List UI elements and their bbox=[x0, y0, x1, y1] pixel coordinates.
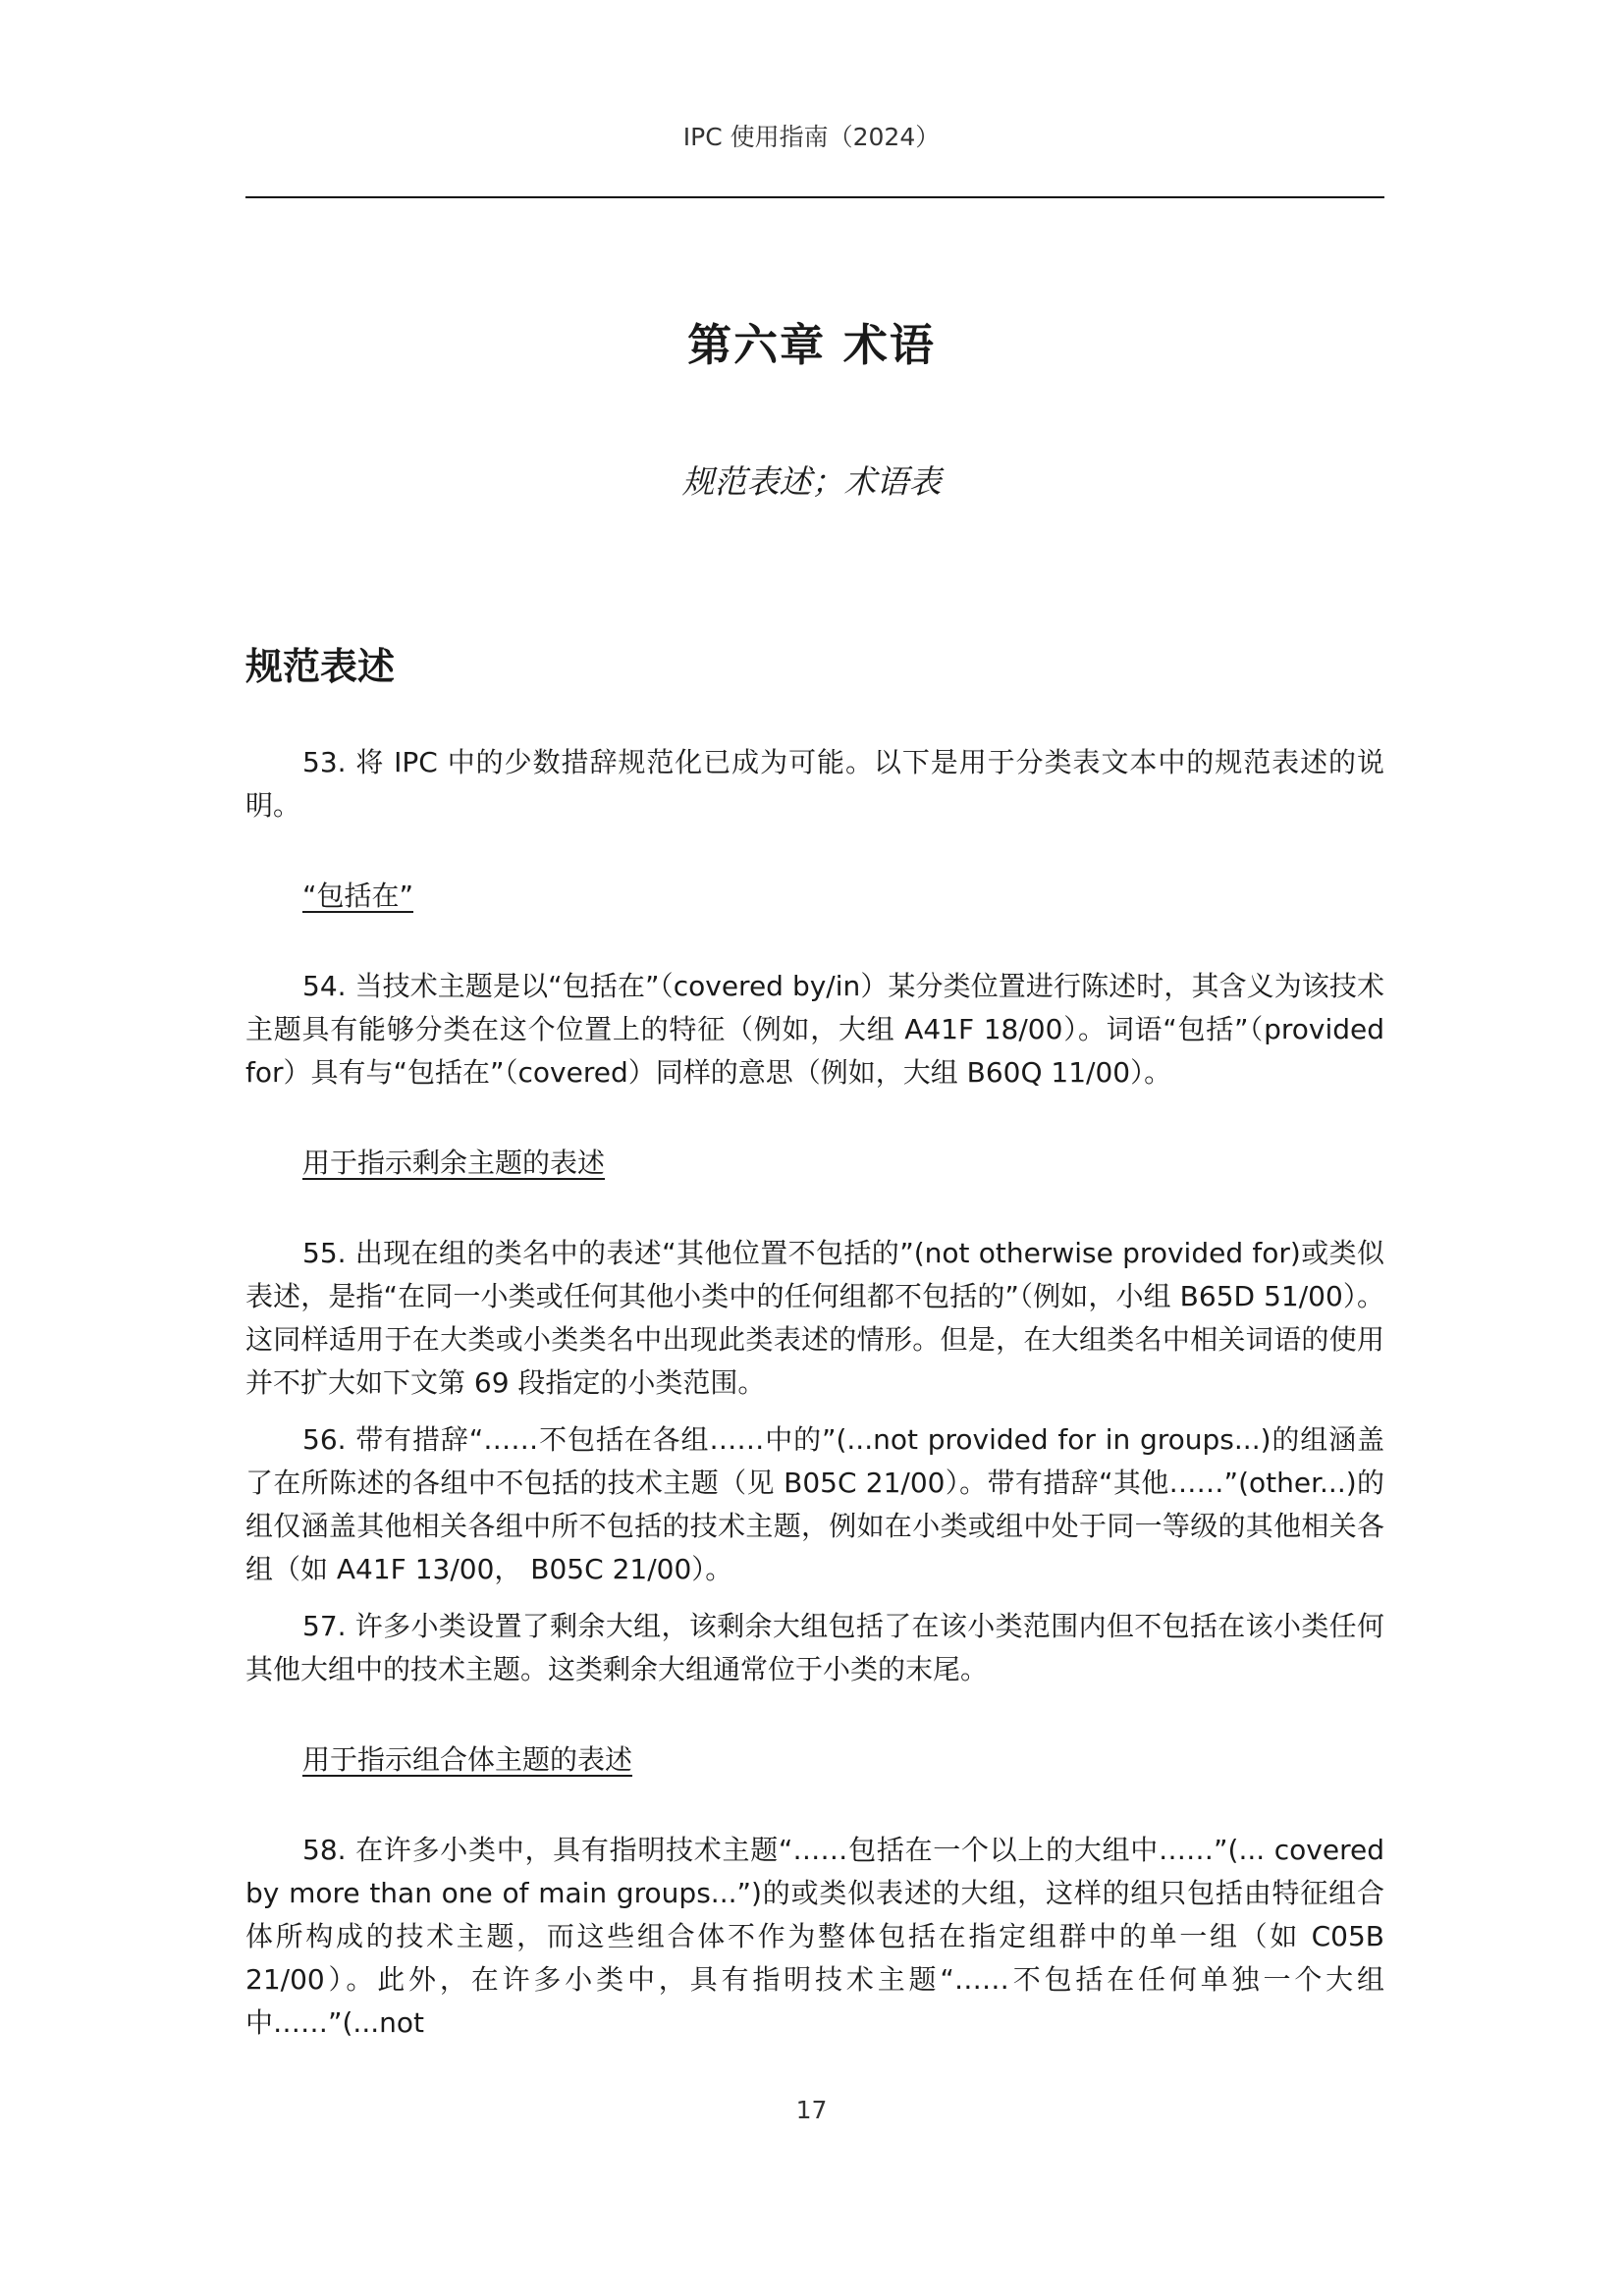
paragraph-53: 53. 将 IPC 中的少数措辞规范化已成为可能。以下是用于分类表文本中的规范表述的说明。 bbox=[245, 746, 1384, 822]
chapter-title: 第六章 术语 bbox=[687, 319, 936, 371]
paragraph-55: 55. 出现在组的类名中的表述“其他位置不包括的”(not otherwise provided for)或类似表述，是指“在同一小类或任何其他小类中的任何组都不包括的”（例如，小组 B65D 51/00）。这同样适用于在大类或小类类名中出现此类表述的情形。但是，在大组类名中相关词语的使用并不扩大如下文第 69 段指定的小类范围。 bbox=[245, 1237, 1384, 1399]
paragraph-56: 56. 带有措辞“……不包括在各组……中的”(...not provided for in groups...)的组涵盖了在所陈述的各组中不包括的技术主题（见 B05C 21/00）。带有措辞“其他……”(other...)的组仅涵盖其他相关各组中所不包括的技术主题，例如在小类或组中处于同一等级的其他相关各组（如 A41F 13/00， B05C 21/00）。 bbox=[245, 1423, 1384, 1585]
chapter-subtitle: 规范表述；术语表 bbox=[681, 462, 942, 501]
header-divider bbox=[245, 196, 1384, 198]
subheading-residual: 用于指示剩余主题的表述 bbox=[302, 1147, 606, 1179]
paragraph-57: 57. 许多小类设置了剩余大组，该剩余大组包括了在该小类范围内但不包括在该小类任何其他大组中的技术主题。这类剩余大组通常位于小类的末尾。 bbox=[245, 1610, 1384, 1685]
running-header: IPC 使用指南（2024） bbox=[682, 123, 941, 151]
subheading-combination: 用于指示组合体主题的表述 bbox=[302, 1743, 633, 1776]
paragraph-54: 54. 当技术主题是以“包括在”（covered by/in）某分类位置进行陈述时，其含义为该技术主题具有能够分类在这个位置上的特征（例如，大组 A41F 18/00）。词语“包括”（provided for）具有与“包括在”（covered）同样的意思（例如，大组 B60Q 11/00）。 bbox=[245, 970, 1384, 1089]
paragraph-58: 58. 在许多小类中，具有指明技术主题“……包括在一个以上的大组中……”(... covered by more than one of main groups...”)的或类似表述的大组，这样的组只包括由特征组合体所构成的技术主题，而这些组合体不作为整体包括在指定组群中的单一组（如 C05B 21/00）。此外，在许多小类中，具有指明技术主题“……不包括在任何单独一个大组中……”(...not bbox=[245, 1834, 1384, 2039]
subheading-covered: “包括在” bbox=[302, 880, 414, 912]
section-heading: 规范表述 bbox=[245, 645, 396, 688]
body-text bbox=[245, 741, 1384, 2045]
page-number: 17 bbox=[795, 2096, 828, 2124]
